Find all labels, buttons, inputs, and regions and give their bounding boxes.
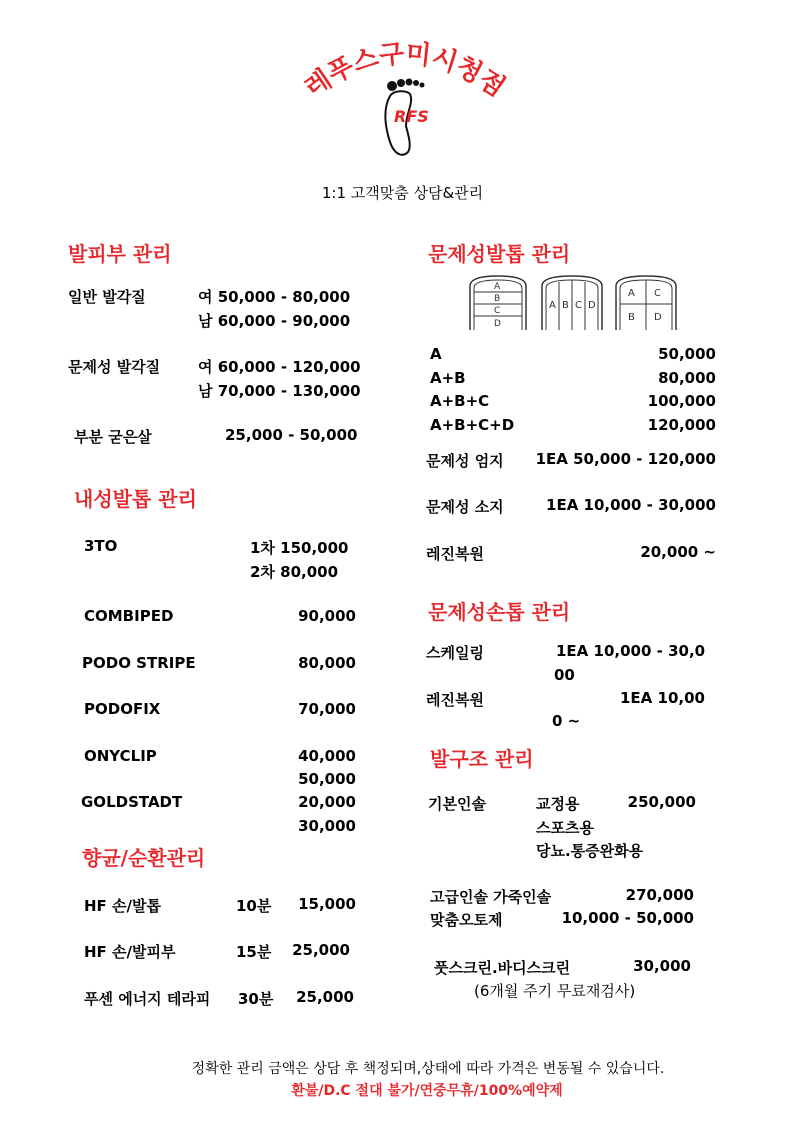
item-name: COMBIPED [84,607,174,625]
item-price: 1EA 50,000 - 120,000 [535,450,716,468]
item-name: 레진복원 [426,545,484,563]
item-name: PODO STRIPE [82,654,196,672]
item-type: 교정용 [536,795,580,813]
item-price: 15,000 [298,895,356,913]
page-subtitle: 1:1 고객맞춤 상담&관리 [321,184,484,202]
item-name: 일반 발각질 [68,288,146,306]
item-price-wrap: 0 ~ [552,712,581,730]
item-price: 20,000 ~ [640,543,716,561]
item-price: 1EA 10,000 - 30,0 [556,642,706,660]
section-title-foot-structure: 발구조 관리 [430,747,534,771]
item-name: 레진복원 [426,691,484,709]
nail-vertical-zones [542,276,602,330]
item-name: A+B [430,369,466,387]
item-price: 270,000 [625,886,694,904]
nail-area-diagram [466,272,682,334]
item-name: A [430,345,442,363]
item-price: 120,000 [647,416,716,434]
nail-horizontal-zones [470,276,526,330]
footer-notice: 정확한 관리 금액은 상담 후 책정되며,상태에 따라 가격은 변동될 수 있습니다. [191,1061,665,1077]
item-price: 80,000 [298,654,356,672]
item-price: 10,000 - 50,000 [561,909,694,927]
footer-policy: 환불/D.C 절대 불가/연중무휴/100%예약제 [291,1083,563,1099]
item-price: 2차 80,000 [250,563,339,581]
item-price: 70,000 [298,700,356,718]
section-title-fungal: 향균/순환관리 [82,846,206,870]
item-price: 25,000 - 50,000 [225,426,358,444]
item-price: 여 50,000 - 80,000 [198,288,351,306]
item-name: PODOFIX [84,700,161,718]
section-title-hand-nail: 문제성손톱 관리 [428,600,571,624]
item-price: 90,000 [298,607,356,625]
logo-name: 레푸스구미시청점 [299,38,511,104]
item-price: 남 70,000 - 130,000 [198,382,361,400]
svg-text:D: D [588,300,596,311]
item-price: 30,000 [633,957,691,975]
item-name: A+B+C+D [430,416,515,434]
item-type: 스포츠용 [536,819,594,837]
item-name: GOLDSTADT [81,793,183,811]
item-price: 100,000 [647,392,716,410]
svg-text:A: A [494,282,501,292]
item-note: (6개월 주기 무료재검사) [474,982,636,1000]
item-name: HF 손/발피부 [84,943,176,961]
item-name: 풋스크린.바디스크린 [434,959,571,977]
item-name: 푸센 에너지 테라피 [84,990,211,1008]
item-name: 기본인솔 [428,795,486,813]
svg-text:B: B [494,294,501,304]
svg-text:B: B [628,312,635,323]
item-name: 고급인솔 가죽인솔 [430,888,552,906]
item-price: 20,000 [298,793,356,811]
item-time: 10분 [236,897,272,915]
item-price: 1EA 10,000 - 30,000 [546,496,716,514]
svg-text:D: D [494,319,501,329]
svg-text:C: C [494,306,501,316]
item-price: 남 60,000 - 90,000 [198,312,351,330]
svg-text:A: A [549,300,556,311]
item-price: 50,000 [298,770,356,788]
item-type: 당뇨.통증완화용 [536,842,644,860]
item-name: 맞춤오토제 [430,911,503,929]
svg-text:C: C [575,300,582,311]
section-title-skin: 발피부 관리 [68,242,172,266]
item-name: 문제성 소지 [426,498,504,516]
item-price: 25,000 [296,988,354,1006]
item-price: 250,000 [627,793,696,811]
item-price: 25,000 [292,941,350,959]
logo-graphic [290,30,520,165]
item-name: 문제성 엄지 [426,452,504,470]
item-name: 문제성 발각질 [68,358,161,376]
item-name: 스케일링 [426,644,484,662]
section-title-ingrown: 내성발톱 관리 [74,487,197,511]
svg-text:C: C [654,288,661,299]
svg-text:A: A [628,288,635,299]
item-name: HF 손/발톱 [84,897,161,915]
svg-text:D: D [654,312,662,323]
svg-text:RFS: RFS [394,107,429,126]
section-title-problem-nail: 문제성발톱 관리 [428,242,571,266]
item-price: 1차 150,000 [250,539,349,557]
item-price-wrap: 00 [554,666,575,684]
svg-text:B: B [562,300,569,311]
item-name: 3TO [84,537,118,555]
item-time: 15분 [236,943,272,961]
item-name: 부분 굳은살 [74,428,152,446]
nail-quadrant-zones [616,276,676,330]
item-price: 30,000 [298,817,356,835]
item-price: 50,000 [658,345,716,363]
item-time: 30분 [238,990,274,1008]
item-price: 40,000 [298,747,356,765]
item-name: ONYCLIP [84,747,157,765]
item-price: 여 60,000 - 120,000 [198,358,361,376]
item-name: A+B+C [430,392,490,410]
item-price: 1EA 10,00 [620,689,705,707]
foot-icon [385,79,428,155]
item-price: 80,000 [658,369,716,387]
